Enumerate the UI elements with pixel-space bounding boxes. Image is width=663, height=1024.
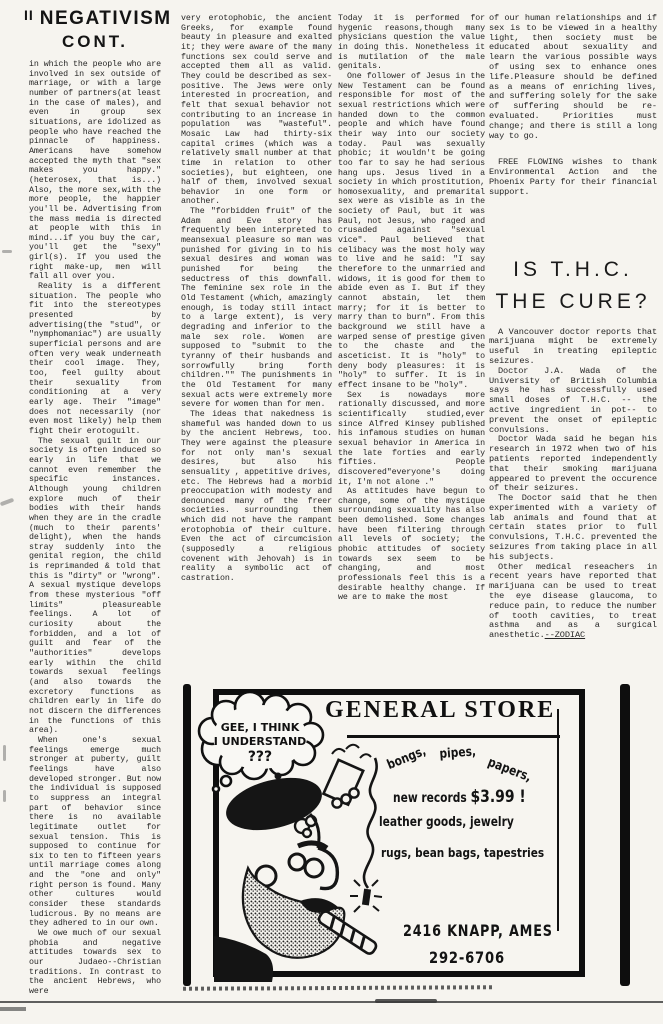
ad-records-label: new records [393,791,467,806]
body-paragraph: We owe much of our sexual phobia and negative attitudes towards sex to our Judaeo--Christian traditions. In contrast to the ancient Hebrews, who were [29,929,161,996]
negativism-headline [24,7,172,52]
ad-records-price: $3.99 ! [470,787,526,807]
thc-headline-line2: THE CURE? [495,289,651,313]
ad-phone: 292-6706 [429,948,505,967]
body-paragraph: Sex is nowadays more rationally discussed, and more scientifically studied,ever since Alfred Kinsey published his infamous studies on human sexual behavior in America in the late forties and early fifties. People discovered"everyone's doing it, I'm not alone ." [338,390,485,487]
headline-title: NEGATIVISM [39,8,172,29]
body-paragraph: As attitudes have begun to change, some of the mystique surrounding sexuality has also been demolished. Some changes have been filtering through all levels of society; the phobic attitudes of society towards sex seem to be changing, and most professionals feel this is a desirable healthy change. If we are to make the most [338,487,485,603]
article-signature: --ZODIAC [544,630,586,641]
bubble-text-line2: I UNDERSTAND [213,735,307,748]
body-paragraph [489,563,657,641]
beret [221,769,328,839]
glasses-lens [305,859,323,877]
body-paragraph: The "forbidden fruit" of the Adam and Eve story has frequently been interpreted to meansexual pleasure so man was punished for giving in to his sexual desires and woman was punished for being the seductress of this downfall. The feminine sex role in the Old Testament (which, amazingly enough, is today still intact to a large extent), is very degrading and inferior to the male sex role. Women are supposed to "submit to the tyranny of their husbands and sorrowfully bring forth children."" The punishments in the Old Testament for many sexual acts were extremely more severe for women than for men. [181,207,332,410]
body-paragraph: When one's sexual feelings emerge much stronger at puberty, guilt feelings have also developed stronger. But now the individual is supposed to suppress an integral part of behavior since there is no available legitimate outlet for sexual tension. This is supposed to continue for six to ten to fifteen years until marriage comes along and the "one and only" right person is found. Many other cultures would consider these standards ludicrous. By no means are they adhered to in our own. [29,735,161,929]
body-paragraph: The Doctor said that he then experimented with a variety of lab animals and found that at certain states prior to full convulsions, T.H.C. prevented the seizures from taking place in all his subjects. [489,493,657,562]
headline-subtitle: CONT. [62,31,128,51]
ad-item-leather-goods: leather goods, jewelry [379,815,514,830]
ad-item-pipes: pipes, [439,744,477,762]
body-paragraph: in which the people who are involved in sex outside of marriage, or with a large number of partners(at least in the case of males), and even in group sex situations, are idolized as people who have reached the pinnacle of happiness. Americans have somehow accepted the myth that "sex makes you happy." (heterosex, that is...) Also, the more sex,with the more people, the happier you'll be. Advertising from the mass media is directed at people with this in mind...if you buy the car, you'll get the "sexy" girl(s). If you used the right make-up, men will fall all over you. [29,60,161,282]
headline-numeral: II [24,7,34,23]
text-column-4 [489,14,657,641]
ad-right-rule-bar [620,684,630,986]
scan-scribble [0,1007,26,1011]
body-paragraph: One follower of Jesus in the New Testament can be found responsible for most of the sexual restrictions which were handed down to the common people and which have found their way into our society today. Paul was sexually phobic; it wouldn't be going too far to say he had serious hang ups. Jesus lived in a society in which prostitution, homosexuality, and premarital sex were as visible as in the society of Paul, but it was Paul, not Jesus, who raged and crusaded against "sexual vice". Paul believed that celibacy was the most holy way to live and he said: "I say therefore to the unmarried and widows, it is good for them to abide even as I. But if they cannot abstain, let them marry; for it is better to marry than to burn". From this background we still have a warped sense of prestige given to the chaste and the asceticist. It is "holy" to deny body pleasures: it is "holy" to suffer. It is in effect insane to be "holy". [338,71,485,390]
scan-smudge [375,999,437,1003]
eyebrow [298,843,327,848]
text-column-3 [338,14,485,603]
thc-headline [489,254,657,318]
smoke-trail [364,758,377,888]
smoker-cartoon-illustration [214,740,432,982]
ad-item-bongs: bongs, [385,743,429,773]
body-paragraph: Doctor J.A. Wada of the University of British Columbia says he has successfully used small doses of T.H.C. -- the active ingredient in pot-- to prevent the onset of epileptic convulsions. [489,365,657,435]
nose [318,848,337,889]
bubble-text-line1: GEE, I THINK [220,721,300,734]
body-paragraph: Today it is performed for hygenic reasons,though many physicians question the value in doing this. Nonetheless it is mutilation of the male genitals. [338,14,485,72]
thc-headline-line1: IS T.H.C. [513,257,633,281]
margin-mark [3,790,6,802]
margin-mark [3,745,6,761]
scan-scribble [183,985,493,991]
ad-vertical-divider [557,709,559,931]
text-column-1 [29,60,161,997]
body-paragraph: Doctor Wada said he began his research in 1972 when two of his patients reported independently that their smoking marijuana appeared to prevent the occurence of their seizures. [489,434,657,494]
margin-mark [2,250,12,253]
glasses-lens [289,854,305,870]
margin-mark [0,498,14,507]
bubble-text-line3: ??? [247,749,273,765]
body-paragraph: The ideas that nakedness is shameful was handed down to us by the ancient Hebrews, too. They were against the pleasure for not only man's sexual desires, but also his sensuality , appetitive drives, etc. The Hebrews had a morbid preoccupation with modesty and denounced many of the freer societies. surrounding them which did not have the rampant erotophobia of their culture. Even the act of circumcision (supposedly a religious covenent with Jehovah) is in reality a symbolic act of castration. [181,409,332,584]
body-paragraph: The sexual guilt in our society is often induced so early in life that we cannot even remember the specific instances. Although young children explore much of their bodies with their hands when they are in the cradle (much to their parents' delight), when the hands stray suddenly into the genital region, the child is reprimanded & told that this is "dirty" or "wrong". A sexual mystique develops from these mysterious "off limits" pleasureable feelings. A lot of curiosity about the forbidden, and a lot of guilt and fear of the "authorities" develops early within the child towards sexual feelings (and also towards the excretory functions as children early in life do not discern the differences in the functions of this area). [29,436,161,736]
free-flowing-note: FREE FLOWING wishes to thank Environmental Action and the Phoenix Party for their financial support. [489,157,657,197]
ad-item-rugs: rugs, bean bags, tapestries [381,845,545,860]
ad-address: 2416 KNAPP, AMES [403,921,553,940]
text-column-2 [181,14,332,584]
ad-item-papers: papers, [485,755,534,786]
body-paragraph: Reality is a different situation. The people who fit into the stereotypes presented by advertising(the "stud", or "nymphomaniac") are usually superficial persons and are often very weak underneath their cool image. They, too, feel guilty about their sexuality from conditioning at a very early age. Their "image" does not necessarily (nor even most likely) help them fight their erotoguilt. [29,282,161,436]
body-paragraph: of our human relationships and if sex is to be viewed in a healthy light, then society must be educated about sexuality and learn the various possible ways of using sex to enhance ones life.Pleasure should be defined as a means of enriching lives, and suffering solely for the sake of suffering should be re-evaluated. Priorities must change; and there is still a long way to go. [489,13,657,141]
ad-left-rule-bar [183,684,191,986]
motion-lines [332,745,371,758]
body-paragraph: A Vancouver doctor reports that marijuana might be extremely useful in treating epileptic seizures. [489,326,657,366]
ad-title-underline [347,735,560,738]
bottom-rule-line [0,1001,663,1003]
body-paragraph-text: Other medical reseachers in recent years have reported that marijuana can be used to treat the eye disease glaucoma, to reduce pain, to reduce the number of tooth cavities, to treat asthma and as a surgical anesthetic. [489,561,657,641]
body-paragraph: very erotophobic, the ancient Greeks, for example found beauty in pleasure and exalted it; they were aware of the many functions sex could serve and accepted them all as valid. They could be described as sex-positive. The Jews were only interested in procreation, and felt that sexual behavior not contributing to an increase in population was "wasteful". Mosaic Law had thirty-six capital crimes (which was a relatively small number at that time in relation to other societies), but eighteen, one half of them, involved sexual behavior in one form or another. [181,14,332,207]
ad-title: GENERAL STORE [325,697,556,723]
hand-with-paper [323,760,363,808]
